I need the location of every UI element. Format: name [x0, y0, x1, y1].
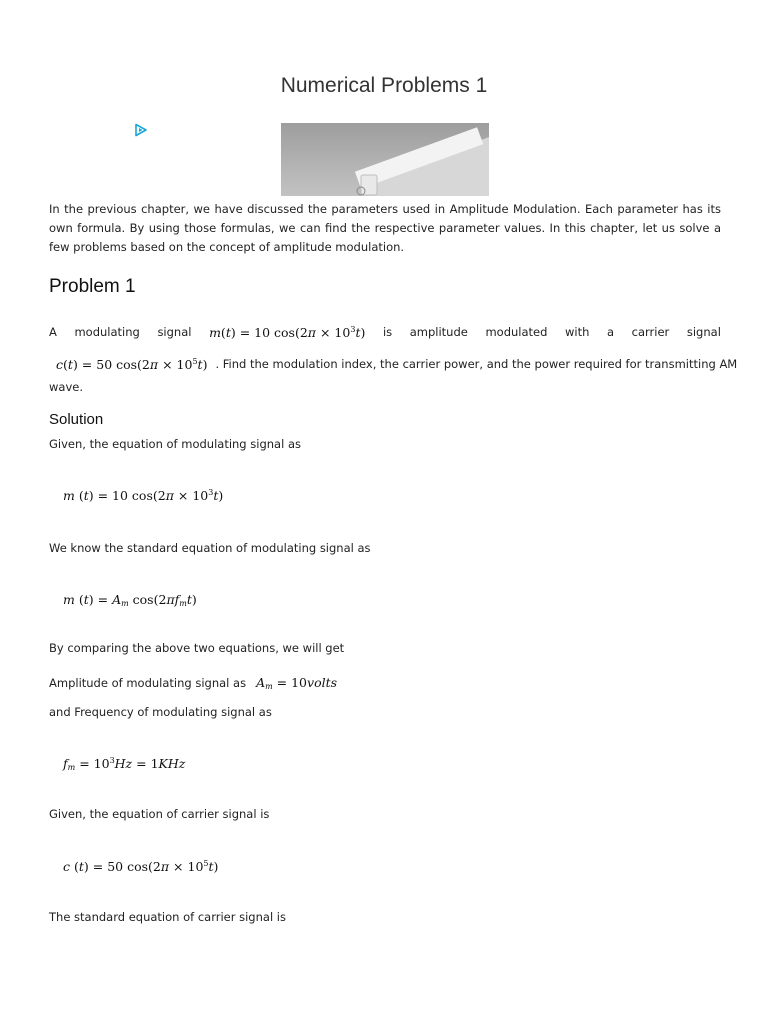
word: is	[382, 325, 393, 339]
word: modulated	[485, 325, 548, 339]
problem-heading: Problem 1	[49, 276, 136, 297]
carrier-equation: c(t) = 50 $\cos(2\pi \times 10^5t)$	[56, 356, 208, 372]
solution-line: By comparing the above two equations, we will get	[49, 641, 345, 655]
solution-line: Amplitude of modulating signal as $A_m$ = 10volts	[49, 675, 338, 691]
solution-line: Given, the equation of modulating signal as	[49, 437, 301, 451]
solution-line: We know the standard equation of modulating signal as	[49, 541, 371, 555]
word: A	[49, 325, 57, 339]
solution-line: The standard equation of carrier signal is	[49, 910, 286, 924]
word: with	[565, 325, 590, 339]
amplitude-equation: $A_m$ = 10volts	[256, 675, 338, 691]
word: modulating	[74, 325, 140, 339]
equation-frequency: $f_m = 10^3Hz = 1KHz$	[63, 756, 186, 772]
equation-carrier-given: c (t) = 50 $\cos(2\pi \times 10^5t)$	[63, 859, 219, 874]
word: a	[607, 325, 615, 339]
solution-line: Given, the equation of carrier signal is	[49, 807, 270, 821]
word: amplitude	[409, 325, 468, 339]
problem-statement-line-1	[49, 322, 721, 342]
word: signal	[686, 325, 721, 339]
equation-modulating-given: m (t) = 10 $\cos(2\pi \times 10^3t)$	[63, 488, 224, 503]
solution-heading: Solution	[49, 411, 104, 428]
problem-tail-text-2: wave.	[49, 380, 83, 394]
ad-choices-icon[interactable]	[134, 123, 148, 137]
equation-modulating-standard: m $(t) = A_m$ $\cos(2\pi f_mt)$	[63, 592, 197, 608]
intro-paragraph: In the previous chapter, we have discussed the parameters used in Amplitude Modulation. Each parameter has its own formula. By using those formulas, we can find the respective parameter values. In this chapter, let us solve a few problems based on the concept of amplitude modulation.	[49, 202, 721, 254]
word: carrier	[631, 325, 670, 339]
word: signal	[157, 325, 192, 339]
ad-image[interactable]	[281, 123, 489, 196]
page-title: Numerical Problems 1	[280, 74, 488, 97]
projector-screen-illustration	[281, 123, 489, 196]
problem-statement-line-2	[49, 354, 738, 374]
solution-line: and Frequency of modulating signal as	[49, 705, 272, 719]
problem-tail-text: . Find the modulation index, the carrier power, and the power required for transmitting AM	[215, 357, 738, 371]
modulating-equation: m(t) = 10 $\cos(2\pi \times 10^3t)$	[209, 324, 366, 340]
